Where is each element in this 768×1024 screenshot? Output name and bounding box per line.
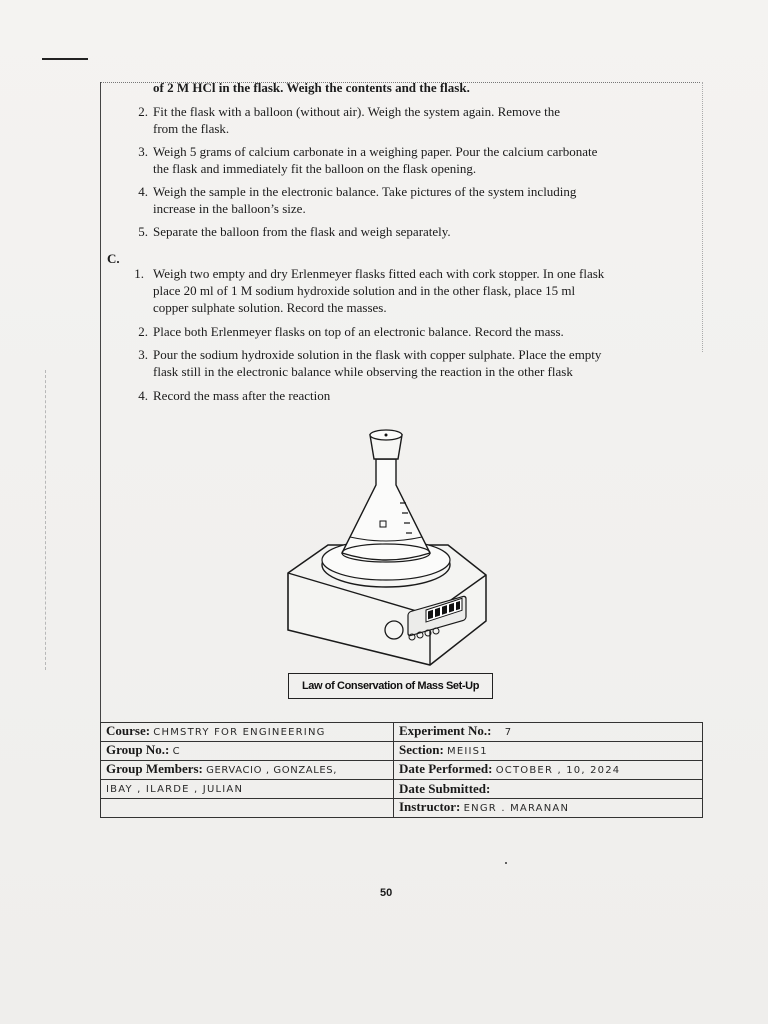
instructor-cell — [394, 799, 703, 818]
group-value: C — [172, 746, 181, 757]
frame-right-border — [702, 82, 704, 352]
step-text: Weigh 5 grams of calcium carbonate in a weighing paper. Pour the calcium carbonate — [153, 144, 598, 159]
step-text: place 20 ml of 1 M sodium hydroxide solution and in the other flask, place 15 ml — [153, 283, 576, 298]
step-number: 2. — [138, 104, 148, 119]
table-row — [101, 799, 703, 818]
step-number: 3. — [138, 347, 148, 362]
members-label: Group Members: — [106, 761, 203, 776]
step-number: 4. — [138, 388, 148, 403]
step-text: the flask and immediately fit the balloon on the flask opening. — [153, 161, 477, 176]
intro-line: of 2 M HCl in the flask. Weigh the contents and the flask. — [153, 80, 470, 95]
experiment-value: 7 — [504, 727, 513, 738]
step-text: increase in the balloon’s size. — [153, 201, 306, 216]
step-text: Weigh the sample in the electronic balance. Take pictures of the system including — [153, 184, 577, 199]
step-number: 3. — [138, 144, 148, 159]
section-heading: C. — [107, 251, 120, 266]
members-value: GERVACIO , GONZALES, — [206, 765, 338, 776]
date-submitted-label: Date Submitted: — [399, 781, 491, 796]
section-cell — [394, 742, 703, 761]
table-row — [101, 780, 703, 799]
step-text: Place both Erlenmeyer flasks on top of an electronic balance. Record the mass. — [153, 324, 564, 339]
course-cell — [101, 723, 394, 742]
date-performed-label: Date Performed: — [399, 761, 493, 776]
instructor-value: ENGR . MARANAN — [463, 803, 570, 814]
step-text: from the flask. — [153, 121, 230, 136]
date-performed-cell — [394, 761, 703, 780]
date-performed-value: OCTOBER , 10, 2024 — [495, 765, 621, 776]
step-text: Record the mass after the reaction — [153, 388, 331, 403]
step-text: copper sulphate solution. Record the masses. — [153, 300, 387, 315]
step-text: Fit the flask with a balloon (without air). Weigh the system again. Remove the — [153, 104, 561, 119]
course-value: CHMSTRY FOR ENGINEERING — [153, 727, 326, 738]
section-label: Section: — [399, 742, 444, 757]
step-number: 2. — [138, 324, 148, 339]
corner-mark — [42, 58, 88, 60]
margin-line — [45, 370, 47, 670]
step-number: 5. — [138, 224, 148, 239]
table-row — [101, 742, 703, 761]
experiment-label: Experiment No.: — [399, 723, 492, 738]
group-cell — [101, 742, 394, 761]
figure-caption: Law of Conservation of Mass Set-Up — [288, 673, 493, 699]
group-label: Group No.: — [106, 742, 170, 757]
members-cell — [101, 761, 394, 780]
step-text: Separate the balloon from the flask and weigh separately. — [153, 224, 451, 239]
flask-on-balance-illustration — [280, 425, 495, 675]
members-cell-continued — [101, 780, 394, 799]
step-text: Pour the sodium hydroxide solution in the flask with copper sulphate. Place the empty — [153, 347, 602, 362]
experiment-cell — [394, 723, 703, 742]
experiment-info-table — [100, 722, 703, 818]
page-number: 50 — [380, 887, 393, 899]
table-row — [101, 761, 703, 780]
date-submitted-cell — [394, 780, 703, 799]
frame-left-border — [100, 82, 101, 814]
step-text: flask still in the electronic balance while observing the reaction in the other flask — [153, 364, 573, 379]
empty-cell — [101, 799, 394, 818]
table-row — [101, 723, 703, 742]
step-number: 4. — [138, 184, 148, 199]
stray-dot — [505, 862, 507, 864]
members-value-continued: IBAY , ILARDE , JULIAN — [106, 784, 244, 795]
course-label: Course: — [106, 723, 151, 738]
instructor-label: Instructor: — [399, 799, 461, 814]
step-number: 1. — [134, 266, 144, 281]
section-value: MEIIS1 — [447, 746, 488, 757]
step-text: Weigh two empty and dry Erlenmeyer flasks fitted each with cork stopper. In one flask — [153, 266, 605, 281]
